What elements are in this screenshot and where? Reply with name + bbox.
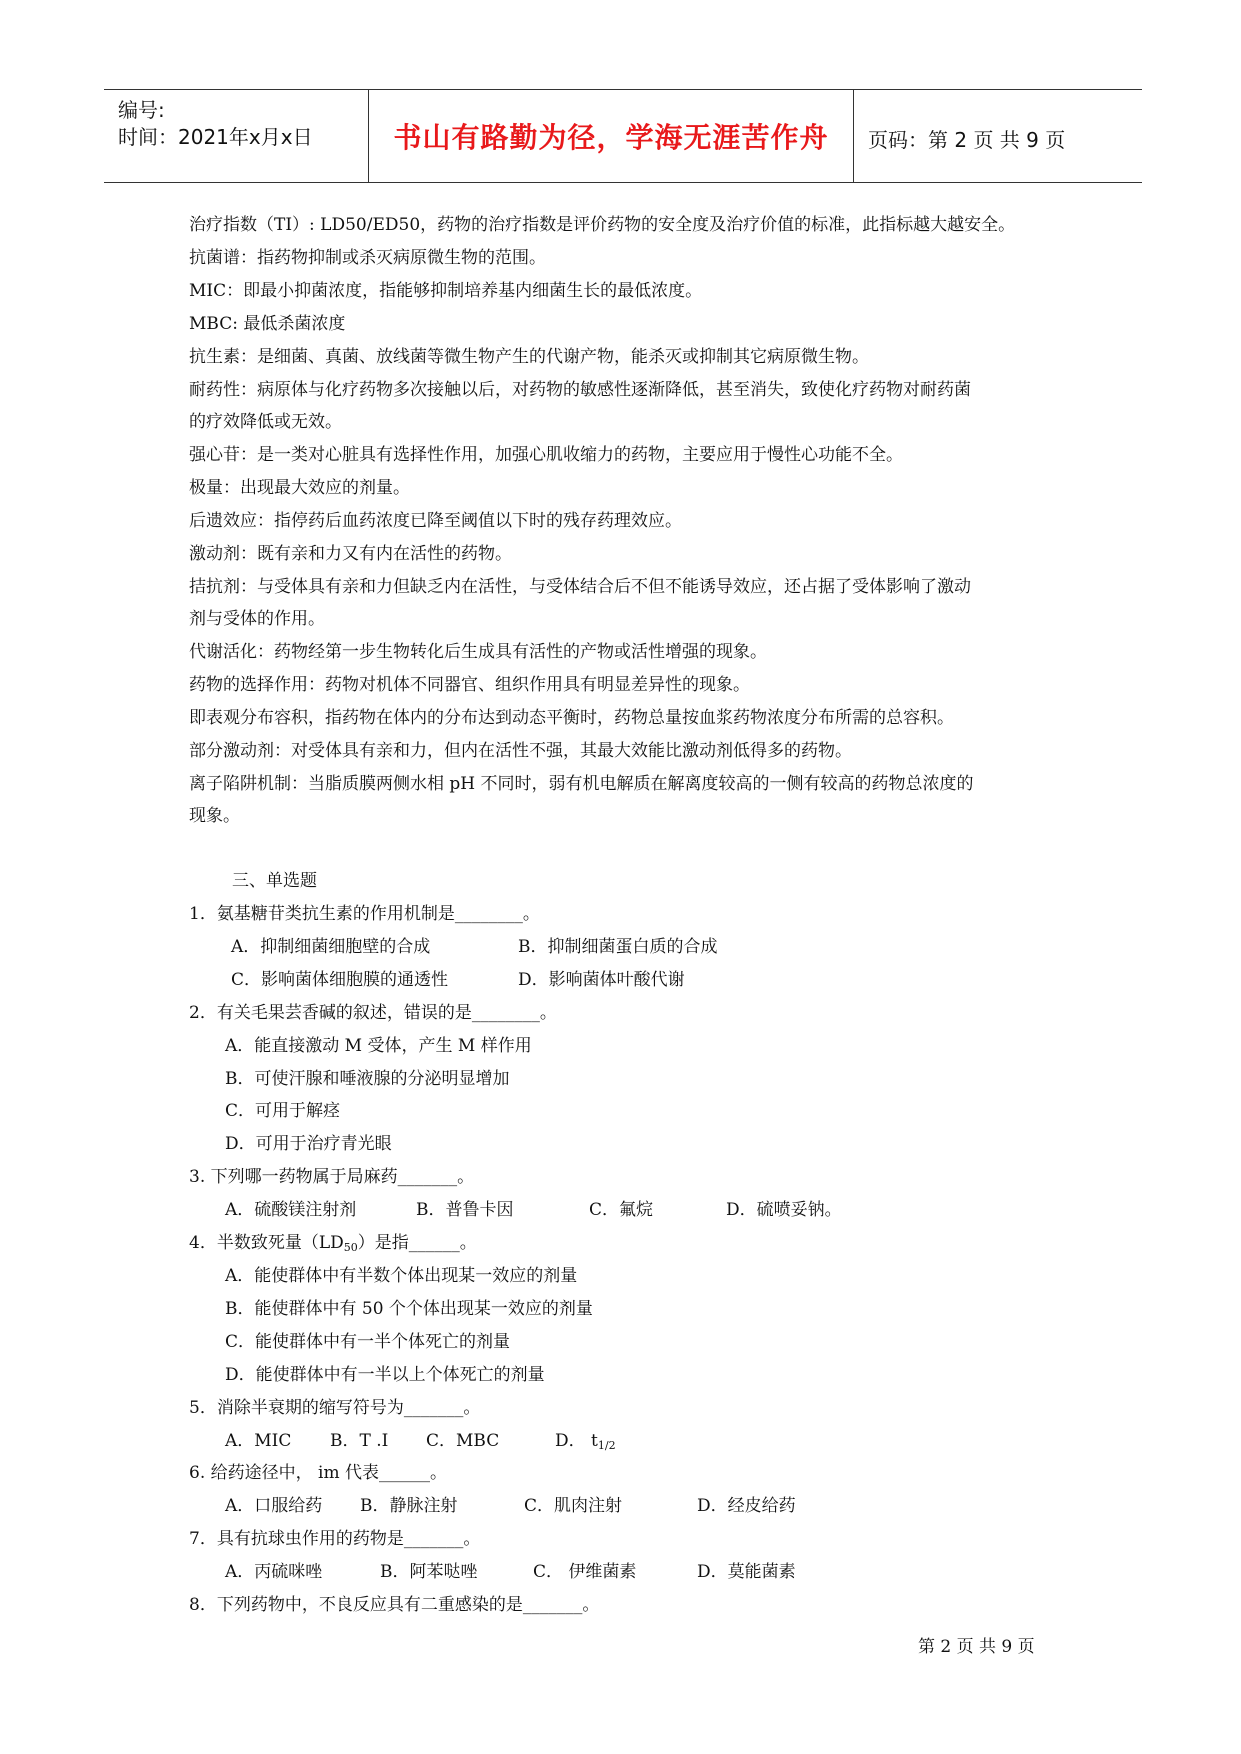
question-4-text-end: ）是指______。 — [357, 1233, 477, 1253]
question-1-option-b: B．抑制细菌蛋白质的合成 — [518, 937, 718, 957]
definition-line: 激动剂：既有亲和力又有内在活性的药物。 — [189, 544, 512, 564]
question-2: 2．有关毛果芸香碱的叙述，错误的是________。 — [189, 1003, 557, 1023]
question-7-option-b: B．阿苯哒唑 — [380, 1562, 478, 1582]
page-number-label: 页码：第 2 页 共 9 页 — [868, 128, 1066, 152]
question-5-option-c: C．MBC — [426, 1431, 500, 1451]
question-6: 6. 给药途径中， im 代表______。 — [189, 1463, 447, 1483]
half-life-subscript: 1/2 — [597, 1439, 616, 1452]
time-label: 时间：2021年x月x日 — [118, 125, 313, 149]
definition-line: 强心苷：是一类对心脏具有选择性作用，加强心肌收缩力的药物，主要应用于慢性心功能不全。 — [189, 445, 903, 465]
question-8: 8．下列药物中，不良反应具有二重感染的是_______。 — [189, 1595, 600, 1615]
section-title: 三、单选题 — [232, 871, 317, 891]
question-1-option-c: C．影响菌体细胞膜的通透性 — [231, 970, 449, 990]
question-3-option-d: D．硫喷妥钠。 — [726, 1200, 842, 1220]
question-6-option-d: D．经皮给药 — [697, 1496, 796, 1516]
definition-line: 部分激动剂：对受体具有亲和力，但内在活性不强，其最大效能比激动剂低得多的药物。 — [189, 741, 852, 761]
question-4 — [189, 1232, 477, 1259]
question-5-option-a: A．MIC — [225, 1431, 292, 1451]
question-4-option-d: D．能使群体中有一半以上个体死亡的剂量 — [225, 1365, 545, 1385]
page-header — [104, 89, 1142, 183]
question-7-option-a: A．丙硫咪唑 — [225, 1562, 323, 1582]
question-5: 5．消除半衰期的缩写符号为_______。 — [189, 1398, 481, 1418]
question-4-option-b: B．能使群体中有 50 个个体出现某一效应的剂量 — [225, 1299, 593, 1319]
question-2-option-b: B．可使汗腺和唾液腺的分泌明显增加 — [225, 1069, 510, 1089]
question-7-option-d: D．莫能菌素 — [697, 1562, 796, 1582]
header-motto-cell — [369, 90, 854, 182]
question-7: 7．具有抗球虫作用的药物是_______。 — [189, 1529, 481, 1549]
question-7-option-c: C． 伊维菌素 — [533, 1562, 637, 1582]
question-6-option-b: B．静脉注射 — [360, 1496, 458, 1516]
definition-line: 的疗效降低或无效。 — [189, 412, 342, 432]
definition-line: 剂与受体的作用。 — [189, 609, 325, 629]
question-5-option-d — [555, 1430, 616, 1457]
header-page-cell — [854, 90, 1142, 182]
definition-line: 药物的选择作用：药物对机体不同器官、组织作用具有明显差异性的现象。 — [189, 675, 750, 695]
question-3-option-c: C．氟烷 — [589, 1200, 654, 1220]
question-6-option-c: C．肌肉注射 — [524, 1496, 623, 1516]
question-2-option-a: A．能直接激动 M 受体，产生 M 样作用 — [225, 1036, 532, 1056]
question-2-option-c: C．可用于解痉 — [225, 1101, 341, 1121]
question-4-option-a: A．能使群体中有半数个体出现某一效应的剂量 — [225, 1266, 578, 1286]
question-4-text: 4．半数致死量（LD — [189, 1233, 344, 1253]
header-info-cell — [104, 90, 369, 182]
definition-line: MBC: 最低杀菌浓度 — [189, 314, 346, 334]
definition-line: 极量：出现最大效应的剂量。 — [189, 478, 410, 498]
header-motto: 书山有路勤为径，学海无涯苦作舟 — [393, 121, 829, 154]
question-5-option-b: B．T .I — [330, 1431, 389, 1451]
question-6-option-a: A．口服给药 — [225, 1496, 323, 1516]
definition-line: 抗生素：是细菌、真菌、放线菌等微生物产生的代谢产物，能杀灭或抑制其它病原微生物。 — [189, 347, 869, 367]
definition-line: 即表观分布容积，指药物在体内的分布达到动态平衡时，药物总量按血浆药物浓度分布所需的总容积。 — [189, 708, 954, 728]
definition-line: 后遗效应：指停药后血药浓度已降至阈值以下时的残存药理效应。 — [189, 511, 682, 531]
definition-line: 离子陷阱机制：当脂质膜两侧水相 pH 不同时，弱有机电解质在解离度较高的一侧有较高的药物总浓度的 — [189, 774, 974, 794]
question-2-option-d: D．可用于治疗青光眼 — [225, 1134, 392, 1154]
question-3: 3. 下列哪一药物属于局麻药_______。 — [189, 1167, 475, 1187]
definition-line: 耐药性：病原体与化疗药物多次接触以后，对药物的敏感性逐渐降低，甚至消失，致使化疗药物对耐药菌 — [189, 380, 971, 400]
definition-line: 代谢活化：药物经第一步生物转化后生成具有活性的产物或活性增强的现象。 — [189, 642, 767, 662]
question-5-option-d-text: D． t — [555, 1431, 598, 1451]
question-3-option-b: B．普鲁卡因 — [416, 1200, 514, 1220]
question-1-option-d: D．影响菌体叶酸代谢 — [518, 970, 685, 990]
definition-line: 现象。 — [189, 806, 240, 826]
definition-line: 抗菌谱：指药物抑制或杀灭病原微生物的范围。 — [189, 248, 546, 268]
definition-line: 治疗指数（TI）: LD50/ED50，药物的治疗指数是评价药物的安全度及治疗价值的标准，此指标越大越安全。 — [189, 215, 1016, 235]
definition-line: 拮抗剂：与受体具有亲和力但缺乏内在活性，与受体结合后不但不能诱导效应，还占据了受体影响了激动 — [189, 577, 971, 597]
question-1: 1．氨基糖苷类抗生素的作用机制是________。 — [189, 904, 540, 924]
question-1-option-a: A．抑制细菌细胞壁的合成 — [231, 937, 431, 957]
definition-line: MIC：即最小抑菌浓度，指能够抑制培养基内细菌生长的最低浓度。 — [189, 281, 703, 301]
number-label: 编号: — [118, 98, 165, 122]
question-4-option-c: C．能使群体中有一半个体死亡的剂量 — [225, 1332, 511, 1352]
ld-subscript: 50 — [343, 1241, 358, 1254]
question-3-option-a: A．硫酸镁注射剂 — [225, 1200, 357, 1220]
page-footer: 第 2 页 共 9 页 — [918, 1637, 1035, 1657]
